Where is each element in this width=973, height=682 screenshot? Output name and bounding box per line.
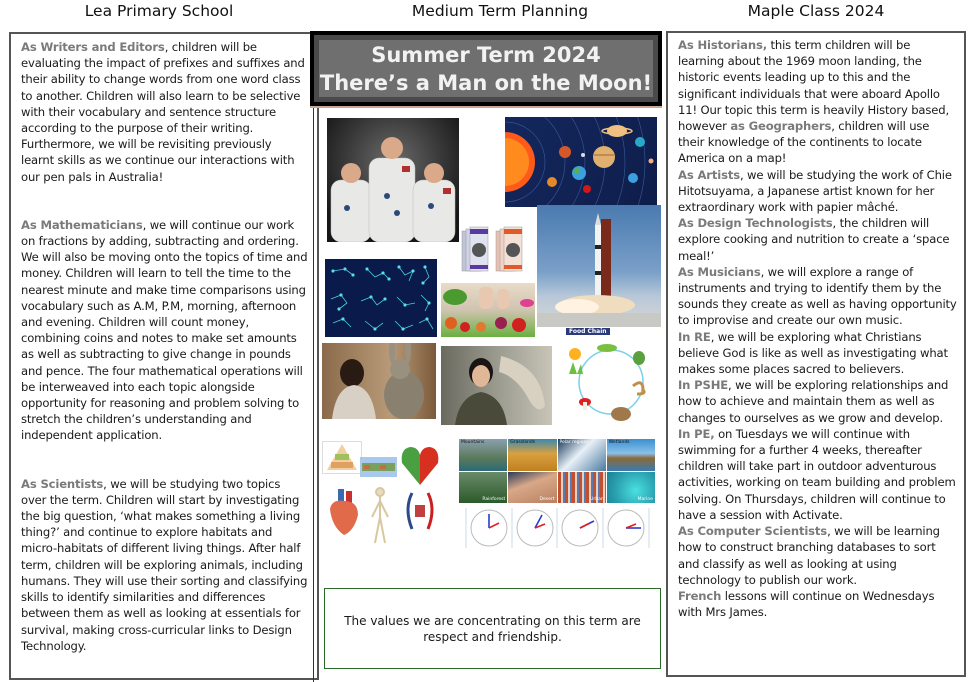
habitat-label: Urban <box>590 497 604 502</box>
food-chain-title: Food Chain <box>566 328 610 335</box>
right-column-panel <box>666 31 966 677</box>
habitat-label: Wetlands <box>608 440 630 445</box>
astronaut-food-packs <box>460 225 532 277</box>
subject-keyword: As Mathematicians <box>21 217 143 232</box>
cooking-vegetables-photo <box>441 283 535 337</box>
re-section <box>678 329 958 378</box>
science-section <box>21 476 308 654</box>
habitat-polar <box>558 439 606 471</box>
habitat-marine <box>607 472 655 504</box>
school-name: Lea Primary School <box>84 2 234 20</box>
solar-system-image <box>505 117 657 207</box>
apollo-crew-photo <box>327 118 459 242</box>
maths-section <box>21 217 308 444</box>
food-banner-image <box>360 457 397 477</box>
section-text: , we will be exploring relationships and how to achieve and maintain them as well as changes to ourselves as we grow and develop. <box>678 378 949 425</box>
history-geography-section <box>678 37 958 167</box>
subject-keyword: As Scientists <box>21 476 104 491</box>
title-banner-inner <box>314 35 658 102</box>
food-pyramid-image <box>322 441 362 474</box>
subject-keyword: As Musicians <box>678 264 761 279</box>
section-text: , children will be evaluating the impact of prefixes and suffixes and their ability to change words from one word class to another. Children will also learn to be selective with their vocabulary and sentence structure according to the purpose of their writing. Furthermore, we will be revisiting previously learnt skills as we continue our interactions with our pen pals in Australia! <box>21 40 305 184</box>
section-text: , the children will explore cooking and nutrition to create a ‘space meal!’ <box>678 216 950 263</box>
section-text: , we will be learning how to construct branching databases to sort and classify as well as looking at using technology to publish our work. <box>678 524 940 587</box>
habitat-label: Grasslands <box>510 440 536 445</box>
subject-keyword: French <box>678 588 722 603</box>
healthy-heart-image <box>400 445 440 487</box>
habitat-desert <box>508 472 556 504</box>
habitat-label: Rainforest <box>482 497 506 502</box>
section-text: , children will use their knowledge of the continents to locate America on a map! <box>678 119 930 166</box>
artist-rabbit-sculpture-photo <box>322 343 436 419</box>
section-text: , we will be studying two topics over the term. Children will start by investigating the big question, ‘what makes something a living thing?’ and continue to explore habitats and micro-habitats of different living things. After half term, children will be exploring animals, including humans. They will use their sorting and classifying skills to identify similarities and differences between them as well as looking at essentials for survival, making cross-curricular links to Design Technology. <box>21 476 308 653</box>
pshe-section <box>678 377 958 426</box>
class-name: Maple Class 2024 <box>747 2 885 20</box>
subject-keyword: In RE <box>678 329 711 344</box>
skeleton-image <box>368 487 392 545</box>
constellations-image <box>325 259 437 337</box>
circulatory-system-image <box>400 489 440 533</box>
food-chain-diagram <box>563 328 659 428</box>
habitat-grasslands <box>508 439 556 471</box>
section-text: , we will explore a range of instruments and trying to identify them by the sounds they create as well as having opportunity to improvise and create our own music. <box>678 264 957 328</box>
section-text: , we will continue our work on fractions by adding, subtracting and ordering. We will also be moving onto the topics of time and money. Children will learn to tell the time to the nearest minute and make time comparisons using vocabulary such as A.M, P.M, morning, afternoon and evening. Children will count money, combining coins and notes to make set amounts as well as subtracting to give change in pounds and pence. The four mathematical operations will be interweaved into each topic alongside opportunity for reasoning and problem solving to stretch the children’s understanding and independent application. <box>21 217 308 443</box>
rocket-launch-photo <box>537 205 661 327</box>
topic-title: There’s a Man on the Moon! <box>319 70 653 95</box>
section-text: , we will be studying the work of Chie Hitotsuyama, a Japanese artist known for her extraordinary work with papier mâché. <box>678 167 952 215</box>
section-text: , we will be exploring what Christians believe God is like as well as investigating what makes some places sacred to believers. <box>678 329 948 377</box>
document-title: Medium Term Planning <box>411 2 589 20</box>
section-text: on Tuesdays we will continue with swimming for a further 4 weeks, thereafter children will take part in outdoor adventurous activities, working on team building and problem solving. On Thursdays, children will continue to have a session with Activate. <box>678 426 956 522</box>
pe-section <box>678 426 958 523</box>
habitat-label: Mountains <box>461 440 485 445</box>
subject-keyword: As Design Technologists <box>678 216 833 231</box>
french-section <box>678 588 958 620</box>
art-section <box>678 167 958 216</box>
subject-keyword: As Computer Scientists <box>678 524 828 539</box>
term-title: Summer Term 2024 <box>371 42 601 67</box>
habitat-label: Desert <box>539 497 555 502</box>
writers-section <box>21 39 308 185</box>
subject-keyword: In PSHE <box>678 378 729 393</box>
values-box <box>324 588 661 669</box>
subject-keyword: As Artists <box>678 167 740 182</box>
subject-keyword: As Historians, <box>678 38 767 52</box>
habitats-grid <box>459 439 655 503</box>
heart-anatomy-image <box>324 489 364 539</box>
habitat-label: Marine <box>637 497 653 502</box>
habitat-urban <box>558 472 606 504</box>
habitat-label: Polar regions <box>559 440 589 445</box>
artist-portrait-photo <box>441 346 552 425</box>
values-text: The values we are concentrating on this term are respect and friendship. <box>344 613 641 644</box>
title-banner-face <box>319 40 653 97</box>
section-text: lessons will continue on Wednesdays with Mrs James. <box>678 588 935 620</box>
clocks-strip <box>465 506 657 550</box>
dt-section <box>678 215 958 264</box>
computing-section <box>678 523 958 588</box>
habitat-mountains <box>459 439 507 471</box>
music-section <box>678 264 958 329</box>
habitat-wetlands <box>607 439 655 471</box>
habitat-rainforest <box>459 472 507 504</box>
title-banner <box>310 31 662 106</box>
subject-keyword: as Geographers <box>730 119 832 134</box>
left-column-panel <box>9 32 319 680</box>
subject-keyword: As Writers and Editors <box>21 40 165 54</box>
subject-keyword: In PE, <box>678 426 715 441</box>
section-text: this term children will be learning about the 1969 moon landing, the historic events leading up to this and the significant individuals that were aboard Apollo 11! Our topic this term is heavily History based, however <box>678 38 949 134</box>
